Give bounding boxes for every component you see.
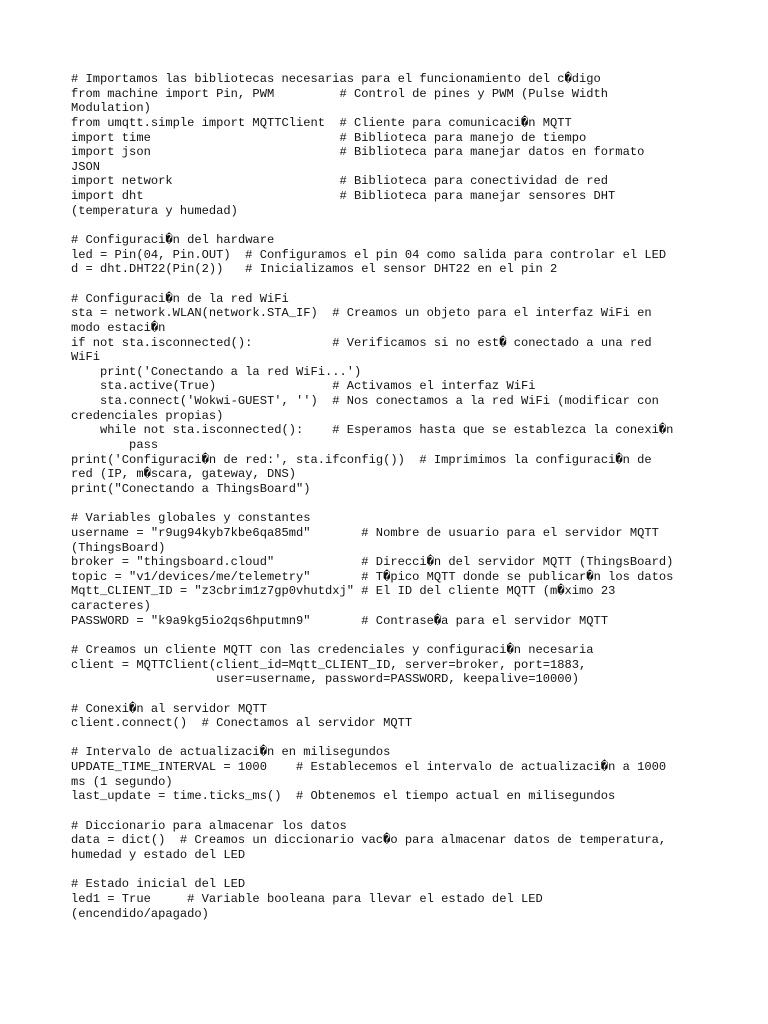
code-line: led1 = True # Variable booleana para llevar el estado del LED — [71, 891, 543, 906]
code-line: client = MQTTClient(client_id=Mqtt_CLIENT_ID, server=broker, port=1883, — [71, 657, 587, 672]
code-line: from machine import Pin, PWM # Control de pines y PWM (Pulse Width — [71, 86, 609, 101]
code-line: data = dict() # Creamos un diccionario vac�o para almacenar datos de temperatura, — [71, 833, 667, 848]
code-line: # Configuraci�n de la red WiFi — [71, 291, 289, 306]
code-line: credenciales propias) — [71, 408, 224, 423]
code-line — [71, 804, 731, 819]
code-line: red (IP, m�scara, gateway, DNS) — [71, 467, 297, 482]
code-line: Mqtt_CLIENT_ID = "z3cbrim1z7gp0vhutdxj" # El ID del cliente MQTT (m�ximo 23 — [71, 584, 616, 599]
code-line: d = dht.DHT22(Pin(2)) # Inicializamos el sensor DHT22 en el pin 2 — [71, 262, 558, 277]
code-line: client.connect() # Conectamos al servidor MQTT — [71, 716, 413, 731]
code-line: pass — [71, 438, 159, 453]
code-line: Modulation) — [71, 101, 151, 116]
code-line: topic = "v1/devices/me/telemetry" # T�pico MQTT donde se publicar�n los datos — [71, 569, 674, 584]
code-line: import time # Biblioteca para manejo de tiempo — [71, 130, 587, 145]
code-line: broker = "thingsboard.cloud" # Direcci�n del servidor MQTT (ThingsBoard) — [71, 555, 674, 570]
code-line: import dht # Biblioteca para manejar sensores DHT — [71, 189, 616, 204]
code-line — [71, 218, 731, 233]
code-line: # Intervalo de actualizaci�n en milisegundos — [71, 745, 391, 760]
code-line — [71, 628, 731, 643]
code-line — [71, 497, 731, 512]
code-line: led = Pin(04, Pin.OUT) # Configuramos el pin 04 como salida para controlar el LED — [71, 247, 667, 262]
code-line: WiFi — [71, 350, 101, 365]
code-line — [71, 863, 731, 878]
code-line: JSON — [71, 159, 101, 174]
code-line: # Configuraci�n del hardware — [71, 233, 275, 248]
code-line: sta = network.WLAN(network.STA_IF) # Creamos un objeto para el interfaz WiFi en — [71, 306, 652, 321]
code-line: print('Configuraci�n de red:', sta.ifconfig()) # Imprimimos la configuraci�n de — [71, 452, 652, 467]
code-line — [71, 687, 731, 702]
code-line: sta.connect('Wokwi-GUEST', '') # Nos conectamos a la red WiFi (modificar con — [71, 394, 659, 409]
code-line: # Diccionario para almacenar los datos — [71, 818, 347, 833]
code-line: print('Conectando a la red WiFi...') — [71, 364, 362, 379]
code-line: # Conexi�n al servidor MQTT — [71, 701, 267, 716]
code-line: while not sta.isconnected(): # Esperamos hasta que se establezca la conexi�n — [71, 423, 674, 438]
code-line: sta.active(True) # Activamos el interfaz WiFi — [71, 379, 536, 394]
code-line: import network # Biblioteca para conectividad de red — [71, 174, 609, 189]
code-line: # Estado inicial del LED — [71, 877, 246, 892]
code-line: print("Conectando a ThingsBoard") — [71, 481, 311, 496]
code-block — [71, 72, 731, 921]
code-line: UPDATE_TIME_INTERVAL = 1000 # Establecemos el intervalo de actualizaci�n a 1000 — [71, 760, 667, 775]
code-line: caracteres) — [71, 599, 151, 614]
code-line: username = "r9ug94kyb7kbe6qa85md" # Nombre de usuario para el servidor MQTT — [71, 525, 659, 540]
code-line — [71, 277, 731, 292]
code-line — [71, 731, 731, 746]
code-line: humedad y estado del LED — [71, 847, 246, 862]
code-line: last_update = time.ticks_ms() # Obtenemos el tiempo actual en milisegundos — [71, 789, 616, 804]
code-line: # Variables globales y constantes — [71, 511, 311, 526]
code-line: (ThingsBoard) — [71, 540, 166, 555]
code-line: user=username, password=PASSWORD, keepalive=10000) — [71, 672, 580, 687]
code-line: # Creamos un cliente MQTT con las credenciales y configuraci�n necesaria — [71, 642, 594, 657]
code-line: (encendido/apagado) — [71, 906, 209, 921]
code-line: if not sta.isconnected(): # Verificamos si no est� conectado a una red — [71, 335, 652, 350]
code-line: from umqtt.simple import MQTTClient # Cliente para comunicaci�n MQTT — [71, 115, 572, 130]
code-line: PASSWORD = "k9a9kg5io2qs6hputmn9" # Contrase�a para el servidor MQTT — [71, 613, 609, 628]
code-line: # Importamos las bibliotecas necesarias para el funcionamiento del c�digo — [71, 72, 601, 86]
code-line: modo estaci�n — [71, 320, 166, 335]
code-line: (temperatura y humedad) — [71, 203, 238, 218]
code-line: import json # Biblioteca para manejar datos en formato — [71, 145, 645, 160]
code-line: ms (1 segundo) — [71, 774, 173, 789]
